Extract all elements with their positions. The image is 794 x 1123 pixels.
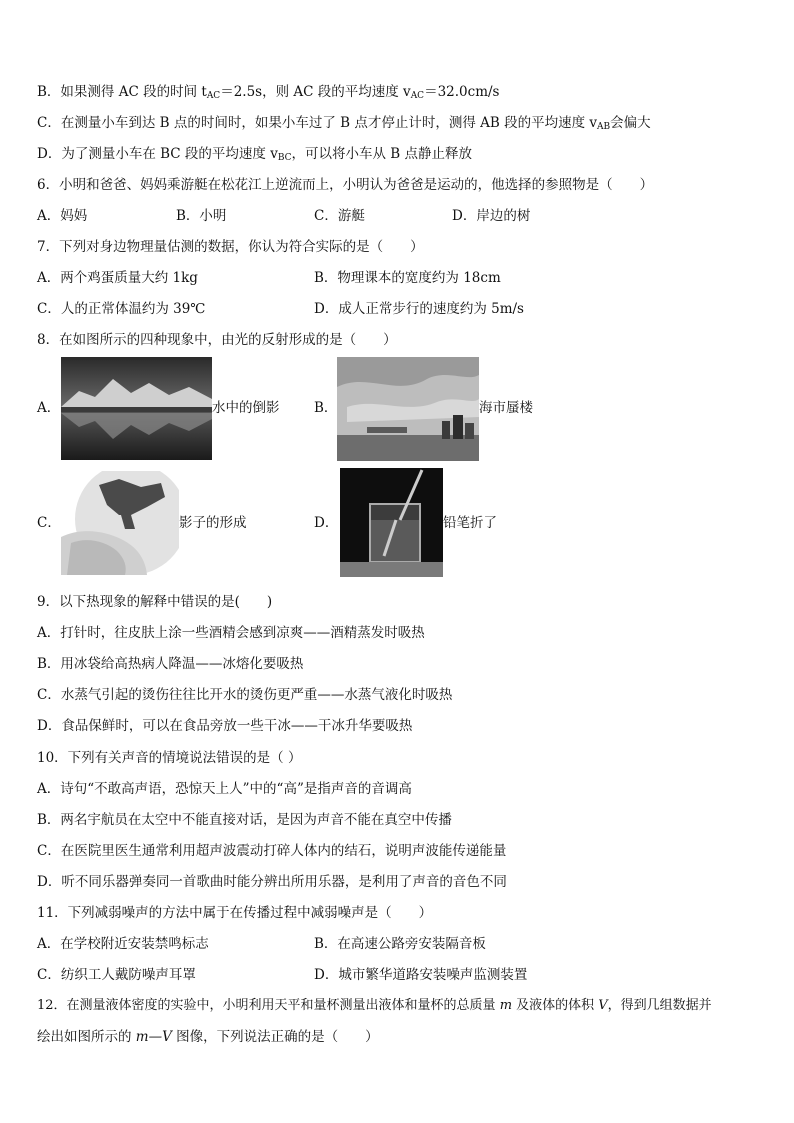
q11-option-b[interactable]: B．在高速公路旁安装隔音板 (314, 936, 486, 952)
q9-option-a[interactable]: A．打针时，往皮肤上涂一些酒精会感到凉爽——酒精蒸发时吸热 (37, 625, 425, 641)
pencil-in-water-image (340, 468, 443, 577)
q6-option-a[interactable]: A．妈妈 (37, 208, 88, 224)
q9-stem: 9．以下热现象的解释中错误的是( ) (37, 594, 273, 610)
q5-option-b: B．如果测得 AC 段的时间 $t_{AC}=2.5s$，则 AC 段的平均速度 $v_{AC}=32.0cm/s$ (37, 84, 500, 101)
q7-stem: 7．下列对身边物理量估测的数据，你认为符合实际的是（ ） (37, 239, 424, 255)
q7-option-b[interactable]: B．物理课本的宽度约为 18cm (314, 270, 501, 286)
q8-option-a-letter[interactable]: A． (37, 400, 61, 416)
q11-option-d[interactable]: D．城市繁华道路安装噪声监测装置 (314, 967, 528, 983)
q7-option-a[interactable]: A．两个鸡蛋质量大约 1kg (37, 270, 198, 286)
q9-option-c[interactable]: C．水蒸气引起的烫伤往往比开水的烫伤更严重——水蒸气液化时吸热 (37, 687, 453, 703)
q5-option-c: C．在测量小车到达 B 点的时间时，如果小车过了 B 点才停止计时，测得 AB 段的平均速度 $v_{AB}$会偏大 (37, 115, 651, 132)
q7-option-d[interactable]: D．成人正常步行的速度约为 5m/s (314, 301, 524, 317)
q8-option-d-caption: 铅笔折了 (443, 515, 497, 531)
q12-stem-line1: 12．在测量液体密度的实验中，小明利用天平和量杯测量出液体和量杯的总质量 m 及液体的体积 V，得到几组数据并 (37, 998, 712, 1013)
q7-option-c[interactable]: C．人的正常体温约为 39℃ (37, 301, 206, 317)
q8-option-c-letter[interactable]: C． (37, 515, 61, 531)
q8-option-d-letter[interactable]: D． (314, 515, 339, 531)
q10-stem: 10．下列有关声音的情境说法错误的是（ ） (37, 750, 302, 766)
q8-option-b-letter[interactable]: B． (314, 400, 338, 416)
q8-option-b-caption: 海市蜃楼 (479, 400, 533, 416)
q10-option-d[interactable]: D．听不同乐器弹奏同一首歌曲时能分辨出所用乐器，是利用了声音的音色不同 (37, 874, 507, 890)
q5-option-d: D．为了测量小车在 BC 段的平均速度 $v_{BC}$，可以将小车从 B 点静止释放 (37, 146, 473, 163)
q6-option-c[interactable]: C．游艇 (314, 208, 365, 224)
mirage-image (337, 357, 479, 461)
q6-option-d[interactable]: D．岸边的树 (452, 208, 531, 224)
q10-option-a[interactable]: A．诗句“不敢高声语，恐惊天上人”中的“高”是指声音的音调高 (37, 781, 412, 797)
hand-shadow-image (61, 471, 179, 575)
q11-option-c[interactable]: C．纺织工人戴防噪声耳罩 (37, 967, 196, 983)
q9-option-d[interactable]: D．食品保鲜时，可以在食品旁放一些干冰——干冰升华要吸热 (37, 718, 413, 734)
q8-option-c-caption: 影子的形成 (179, 515, 247, 531)
q8-option-a-caption: 水中的倒影 (212, 400, 280, 416)
q6-option-b[interactable]: B．小明 (176, 208, 227, 224)
q10-option-c[interactable]: C．在医院里医生通常利用超声波震动打碎人体内的结石，说明声波能传递能量 (37, 843, 507, 859)
q11-option-a[interactable]: A．在学校附近安装禁鸣标志 (37, 936, 209, 952)
q6-stem: 6．小明和爸爸、妈妈乘游艇在松花江上逆流而上，小明认为爸爸是运动的，他选择的参照物是（ ） (37, 177, 654, 193)
q11-stem: 11．下列减弱噪声的方法中属于在传播过程中减弱噪声是（ ） (37, 905, 433, 921)
mountain-lake-reflection-image (61, 357, 212, 460)
q8-stem: 8．在如图所示的四种现象中，由光的反射形成的是（ ） (37, 332, 397, 348)
q10-option-b[interactable]: B．两名宇航员在太空中不能直接对话，是因为声音不能在真空中传播 (37, 812, 452, 828)
q9-option-b[interactable]: B．用冰袋给高热病人降温——冰熔化要吸热 (37, 656, 304, 672)
q12-stem-line2: 绘出如图所示的 m—V 图像，下列说法正确的是（ ） (37, 1029, 379, 1045)
